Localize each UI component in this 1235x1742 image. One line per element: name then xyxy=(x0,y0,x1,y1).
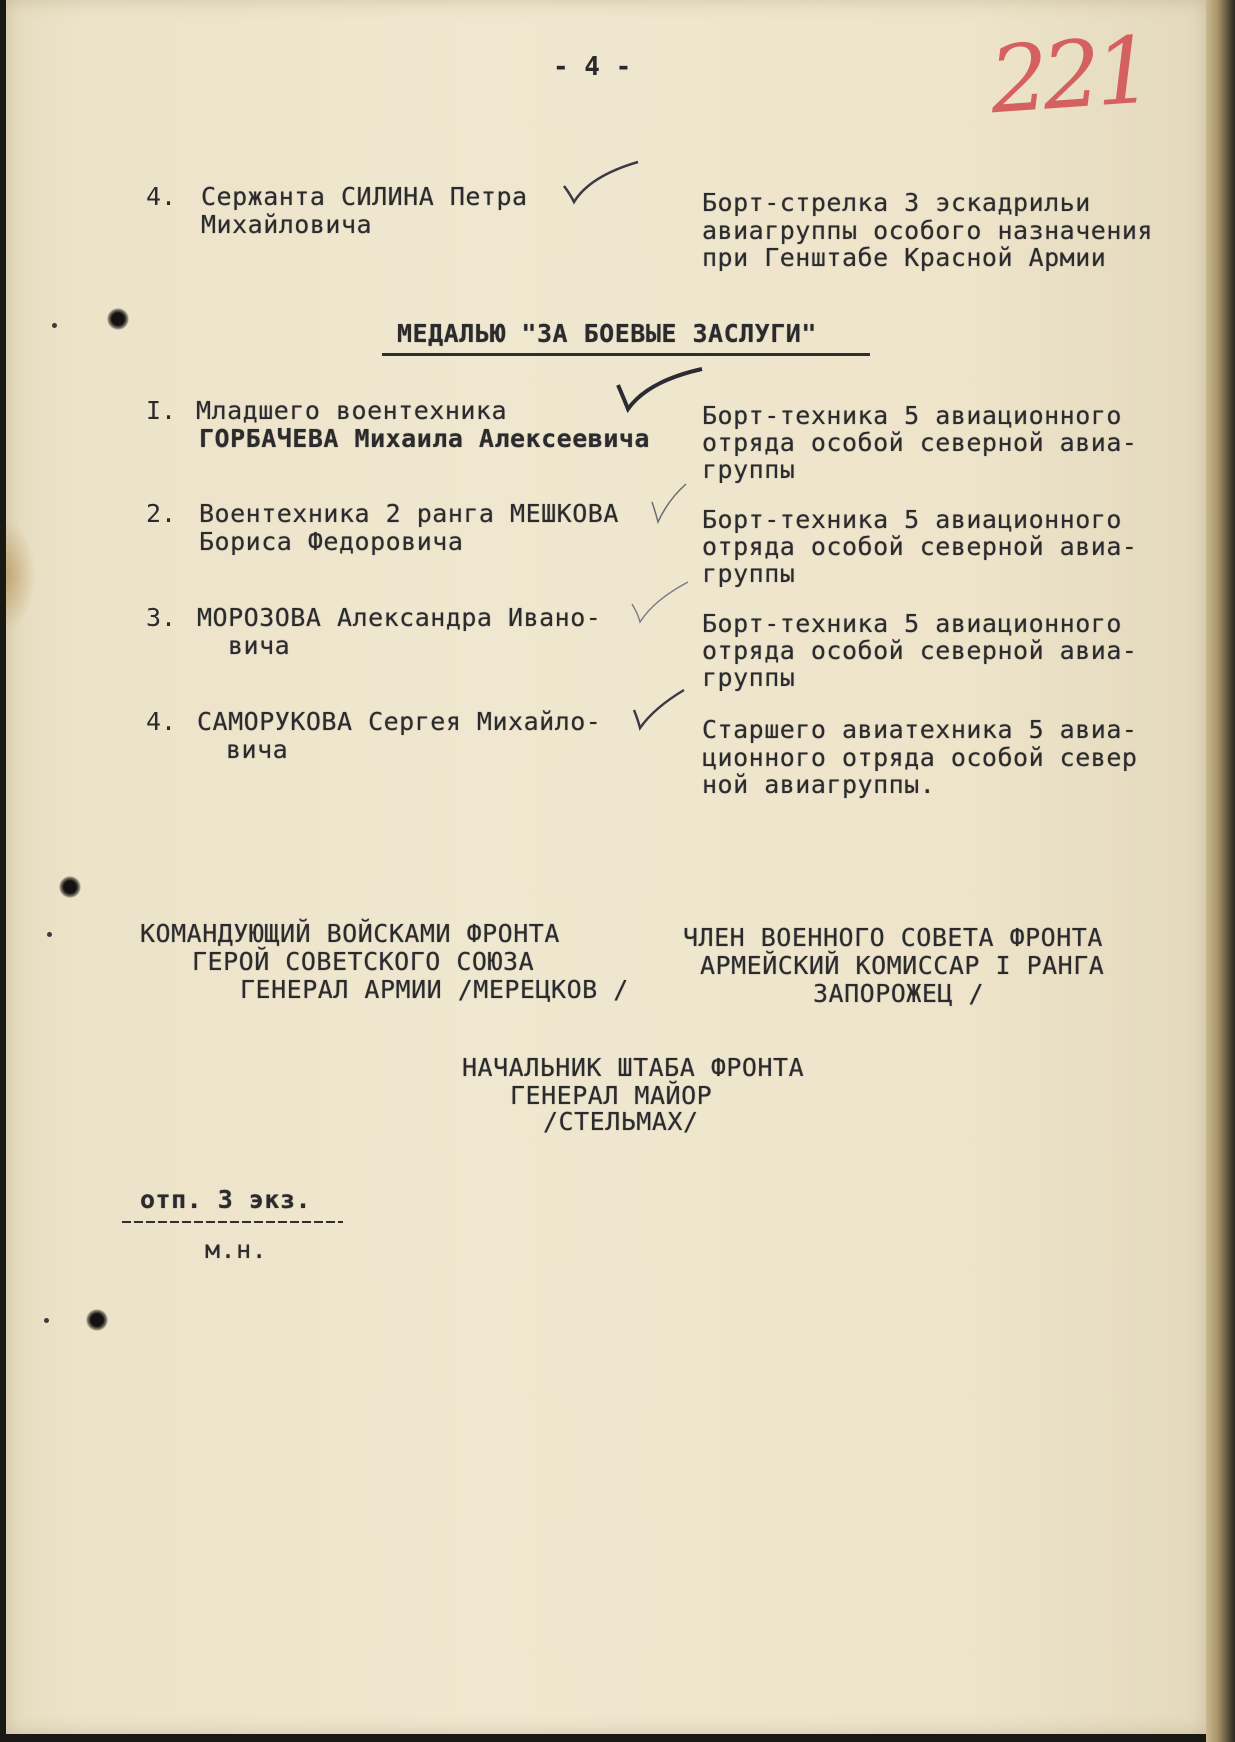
entry-name-line: ГОРБАЧЕВА Михаила Алексеевича xyxy=(199,424,650,453)
punch-hole xyxy=(86,1309,108,1331)
entry-name-line: Бориса Федоровича xyxy=(199,527,464,556)
entry-post-line: ционного отряда особой север xyxy=(702,743,1138,772)
punch-hole xyxy=(107,308,129,330)
archive-sheet-number: 221 xyxy=(986,16,1152,135)
commander-signature: ГЕНЕРАЛ АРМИИ /МЕРЕЦКОВ / xyxy=(240,975,629,1004)
entry-post-line: отряда особой северной авиа- xyxy=(702,428,1138,457)
entry-post-line: отряда особой северной авиа- xyxy=(702,532,1138,561)
entry-number: 3. xyxy=(146,603,177,632)
commander-title-line: ГЕРОЙ СОВЕТСКОГО СОЮЗА xyxy=(192,947,535,976)
council-title-line: АРМЕЙСКИЙ КОМИССАР I РАНГА xyxy=(700,951,1105,980)
entry-post-line: Борт-стрелка 3 эскадрильи xyxy=(702,188,1091,217)
commander-title-line: КОМАНДУЮЩИЙ ВОЙСКАМИ ФРОНТА xyxy=(140,919,560,948)
heading-underline xyxy=(382,353,870,356)
medal-heading: МЕДАЛЬЮ "ЗА БОЕВЫЕ ЗАСЛУГИ" xyxy=(397,319,817,348)
check-mark-icon xyxy=(560,158,640,208)
punch-hole xyxy=(59,876,81,898)
copies-note: отп. 3 экз. xyxy=(140,1185,312,1214)
entry-name-line: вича xyxy=(228,631,291,660)
typist-initials: м.н. xyxy=(205,1235,268,1264)
entry-post-line: Борт-техника 5 авиационного xyxy=(702,505,1122,534)
entry-name-line: Младшего воентехника xyxy=(196,396,508,425)
entry-name-line: Воентехника 2 ранга МЕШКОВА xyxy=(199,499,619,528)
entry-name-line: МОРОЗОВА Александра Ивано- xyxy=(197,603,602,632)
check-mark-icon xyxy=(614,365,704,415)
entry-name-line: САМОРУКОВА Сергея Михайло- xyxy=(197,707,602,736)
entry-post-line: при Генштабе Красной Армии xyxy=(702,243,1107,272)
entry-post-line: группы xyxy=(702,663,796,692)
punch-mark xyxy=(52,323,57,328)
entry-number: 4. xyxy=(146,707,177,736)
entry-name-line: Михайловича xyxy=(201,210,373,239)
entry-post-line: авиагруппы особого назначения xyxy=(702,216,1153,245)
chief-signature: /СТЕЛЬМАХ/ xyxy=(543,1107,699,1136)
entry-post-line: группы xyxy=(702,559,796,588)
entry-post-line: отряда особой северной авиа- xyxy=(702,636,1138,665)
chief-title-line: НАЧАЛЬНИК ШТАБА ФРОНТА xyxy=(462,1053,805,1082)
entry-post-line: Борт-техника 5 авиационного xyxy=(702,609,1122,638)
entry-post-line: группы xyxy=(702,455,796,484)
paper-edge xyxy=(1206,0,1235,1742)
council-signature: ЗАПОРОЖЕЦ / xyxy=(813,979,985,1008)
paper-stain xyxy=(6,520,36,630)
council-title-line: ЧЛЕН ВОЕННОГО СОВЕТА ФРОНТА xyxy=(683,923,1103,952)
chief-title-line: ГЕНЕРАЛ МАЙОР xyxy=(510,1081,713,1110)
punch-mark xyxy=(44,1318,49,1323)
entry-name-line: вича xyxy=(226,735,289,764)
entry-name-line: Сержанта СИЛИНА Петра xyxy=(201,182,528,211)
footer-divider xyxy=(122,1221,343,1223)
entry-post-line: Борт-техника 5 авиационного xyxy=(702,401,1122,430)
entry-number: I. xyxy=(146,396,177,425)
check-mark-icon xyxy=(632,686,686,736)
entry-post-line: Старшего авиатехника 5 авиа- xyxy=(702,715,1138,744)
check-mark-icon xyxy=(630,578,690,628)
punch-mark xyxy=(47,932,52,937)
check-mark-icon xyxy=(650,480,690,530)
entry-number: 2. xyxy=(146,499,177,528)
page-number: - 4 - xyxy=(553,52,632,82)
entry-number: 4. xyxy=(146,182,177,211)
entry-post-line: ной авиагруппы. xyxy=(702,770,936,799)
